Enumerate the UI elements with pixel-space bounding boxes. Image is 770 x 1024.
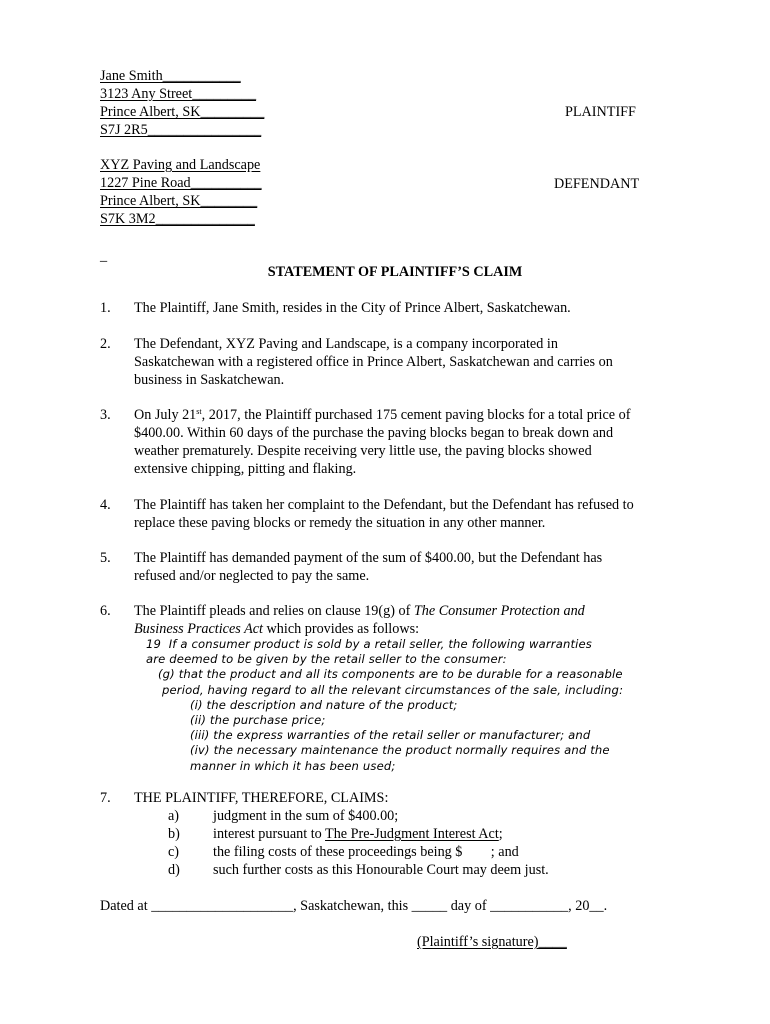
defendant-name: XYZ Paving and Landscape xyxy=(100,157,261,173)
plaintiff-name: Jane Smith___________ xyxy=(100,68,241,84)
para-6-text-b: which provides as follows: xyxy=(262,621,420,637)
statute-item: (iii) the express warranties of the retail seller or manufacturer; and xyxy=(190,728,591,743)
claim-text: such further costs as this Honourable Court may deem just. xyxy=(213,862,549,878)
defendant-city: Prince Albert, SK________ xyxy=(100,193,258,209)
statute-name-part-1: The Consumer Protection and xyxy=(413,603,585,619)
defendant-postal: S7K 3M2______________ xyxy=(100,211,255,227)
para-2-line: Saskatchewan with a registered office in Prince Albert, Saskatchewan and carries on xyxy=(134,354,613,370)
para-2-number: 2. xyxy=(100,336,111,352)
para-4 xyxy=(134,496,674,532)
claims-heading: THE PLAINTIFF, THEREFORE, CLAIMS: xyxy=(134,790,389,806)
statute-name-part-2: Business Practices Act xyxy=(134,621,263,637)
para-3-text-a: On July 21 xyxy=(134,407,197,423)
para-2-line: The Defendant, XYZ Paving and Landscape, is a company incorporated in xyxy=(134,336,558,352)
statute-item: (i) the description and nature of the product; xyxy=(190,697,458,712)
claim-letter: c) xyxy=(168,844,180,860)
plaintiff-postal: S7J 2R5________________ xyxy=(100,122,262,138)
para-6-text-a: The Plaintiff pleads and relies on clause 19(g) of xyxy=(134,603,414,619)
para-6 xyxy=(134,602,674,638)
para-6-number: 6. xyxy=(100,603,111,619)
plaintiff-signature-line: (Plaintiff’s signature)____ xyxy=(417,934,567,950)
claim-letter: a) xyxy=(168,808,180,824)
para-1-line: The Plaintiff, Jane Smith, resides in the City of Prince Albert, Saskatchewan. xyxy=(134,300,571,316)
para-2-line: business in Saskatchewan. xyxy=(134,372,285,388)
statute-intro-line: are deemed to be given by the retail seller to the consumer: xyxy=(146,652,507,667)
para-5 xyxy=(134,549,674,585)
para-3 xyxy=(134,406,674,478)
claim-text: the filing costs of these proceedings being $ ; and xyxy=(213,844,519,860)
para-3-line-1 xyxy=(134,406,674,424)
document-title: STATEMENT OF PLAINTIFF’S CLAIM xyxy=(267,264,523,280)
act-title: The Pre-Judgment Interest Act xyxy=(325,826,499,842)
para-3-line: $400.00. Within 60 days of the purchase the paving blocks began to break down and xyxy=(134,425,614,441)
statute-intro-line: 19 If a consumer product is sold by a retail seller, the following warranties xyxy=(146,637,592,651)
dated-line: Dated at ____________________, Saskatchewan, this _____ day of ___________, 20__. xyxy=(100,898,608,914)
para-4-line: The Plaintiff has taken her complaint to the Defendant, but the Defendant has refused to xyxy=(134,497,634,513)
plaintiff-city: Prince Albert, SK_________ xyxy=(100,104,265,120)
para-4-number: 4. xyxy=(100,497,111,513)
defendant-street: 1227 Pine Road__________ xyxy=(100,175,262,191)
para-3-text-b: , 2017, the Plaintiff purchased 175 cement paving blocks for a total price of xyxy=(201,407,631,423)
plaintiff-role: PLAINTIFF xyxy=(565,104,636,120)
para-3-line: extensive chipping, pitting and flaking. xyxy=(134,461,357,477)
para-6-line-2 xyxy=(134,620,674,638)
statute-quote xyxy=(0,637,770,777)
para-4-line: replace these paving blocks or remedy the situation in any other manner. xyxy=(134,515,546,531)
plaintiff-street: 3123 Any Street_________ xyxy=(100,86,257,102)
para-1 xyxy=(134,299,674,317)
para-5-line: refused and/or neglected to pay the same. xyxy=(134,568,370,584)
statute-clause-g-line: (g) that the product and all its components are to be durable for a reasonable xyxy=(158,667,623,682)
para-5-line: The Plaintiff has demanded payment of the sum of $400.00, but the Defendant has xyxy=(134,550,603,566)
para-3-line: weather prematurely. Despite receiving very little use, the paving blocks showed xyxy=(134,443,592,459)
statute-item: manner in which it has been used; xyxy=(190,758,396,773)
plaintiff-address xyxy=(100,67,264,139)
statute-item: (iv) the necessary maintenance the product normally requires and the xyxy=(190,743,610,758)
para-1-number: 1. xyxy=(100,300,111,316)
para-6-line-1 xyxy=(134,602,674,620)
para-5-number: 5. xyxy=(100,550,111,566)
defendant-address xyxy=(100,156,262,228)
para-3-number: 3. xyxy=(100,407,111,423)
claim-text-b: ; xyxy=(498,826,503,842)
statute-clause-g-line: period, having regard to all the relevant circumstances of the sale, including: xyxy=(162,682,624,697)
statute-item: (ii) the purchase price; xyxy=(190,713,326,727)
claim-text: judgment in the sum of $400.00; xyxy=(213,808,399,824)
claim-text-a: interest pursuant to xyxy=(213,826,326,842)
para-7-number: 7. xyxy=(100,790,111,806)
claim-letter: d) xyxy=(168,862,180,878)
defendant-role: DEFENDANT xyxy=(554,176,640,192)
ordinal-suffix: st xyxy=(196,407,202,416)
claim-letter: b) xyxy=(168,826,180,842)
claim-text xyxy=(213,825,503,843)
stray-underscore: _ xyxy=(100,248,108,264)
para-2 xyxy=(134,335,674,389)
